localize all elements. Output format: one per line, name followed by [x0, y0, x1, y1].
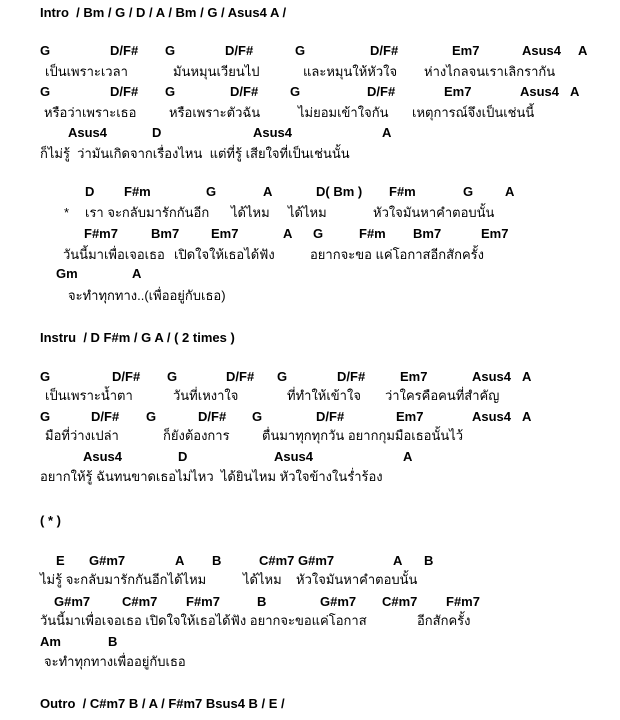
chord-label: D/F# — [226, 369, 255, 384]
chord-label: G — [463, 184, 474, 199]
chord-label: A — [283, 226, 293, 241]
lyric-text: และหมุนให้หัวใจ — [303, 64, 398, 79]
lyric-text: จะทำทุกทาง..(เพื่ออยู่กับเธอ) — [68, 288, 226, 303]
chord-label: G — [290, 84, 301, 99]
outro-line: Outro / C#m7 B / A / F#m7 Bsus4 B / E / — [40, 696, 285, 711]
lyric-text: ไม่ยอมเข้าใจกัน — [298, 105, 389, 120]
lyric-text: วันที่เหงาใจ — [173, 388, 239, 403]
chord-label: A — [505, 184, 515, 199]
chord-label: G — [165, 43, 176, 58]
chord-label: D/F# — [110, 43, 139, 58]
lyric-text: ได้ไหม — [231, 205, 270, 220]
chord-label: Bm7 — [413, 226, 442, 241]
chord-label: D/F# — [370, 43, 399, 58]
lyric-text: ไม่รู้ จะกลับมารักกันอีกได้ไหม — [40, 572, 207, 587]
lyric-text: จะทำทุกทางเพื่ออยู่กับเธอ — [44, 654, 186, 669]
chord-label: G — [165, 84, 176, 99]
chord-label: Em7 — [400, 369, 428, 384]
chord-label: Asus4 — [68, 125, 108, 140]
lyric-text: อยากจะขอ แค่โอกาสอีกสักครั้ง — [310, 247, 484, 262]
chord-label: B — [424, 553, 434, 568]
lyric-text: หรือเพราะตัวฉัน — [169, 105, 261, 120]
chord-label: A — [263, 184, 273, 199]
chord-label: G#m7 — [320, 594, 357, 609]
chord-label: D/F# — [198, 409, 227, 424]
lyric-text: * — [64, 205, 70, 220]
chord-label: Em7 — [211, 226, 239, 241]
chord-label: Em7 — [481, 226, 509, 241]
lyric-text: เปิดใจให้เธอได้ฟัง — [174, 247, 275, 262]
chord-label: D/F# — [91, 409, 120, 424]
chord-label: B — [257, 594, 267, 609]
chord-label: G — [40, 369, 51, 384]
chord-label: G — [167, 369, 178, 384]
lyric-text: มันหมุนเวียนไป — [173, 64, 260, 79]
chord-label: Asus4 — [83, 449, 123, 464]
chord-label: Asus4 — [472, 369, 512, 384]
lyric-text: วันนี้มาเพื่อเจอเธอ เปิดใจให้เธอได้ฟัง อยากจะขอแค่โอกาส — [40, 613, 367, 628]
lyric-text: อยากให้รู้ ฉันทนขาดเธอไม่ไหว ได้ยินไหม หัวใจข้างในร่ำร้อง — [40, 469, 383, 484]
chord-label: A — [175, 553, 185, 568]
chord-label: D/F# — [230, 84, 259, 99]
lyric-text: ตื่นมาทุกทุกวัน อยากกุมมือเธอนั้นไว้ — [262, 428, 464, 443]
chord-label: F#m7 — [186, 594, 220, 609]
chord-label: D — [178, 449, 188, 464]
chord-label: A — [522, 369, 532, 384]
chord-label: E — [56, 553, 65, 568]
chord-label: D — [152, 125, 162, 140]
chord-label: A — [570, 84, 580, 99]
chord-label: G — [146, 409, 157, 424]
chord-label: Asus4 — [522, 43, 562, 58]
intro-line: Intro / Bm / G / D / A / Bm / G / Asus4 A / — [40, 5, 287, 20]
chord-label: D( Bm ) — [316, 184, 363, 199]
chord-label: F#m — [359, 226, 386, 241]
lyric-text: เป็นเพราะน้ำตา — [45, 388, 133, 403]
lyric-text: เหตุการณ์จึงเป็นเช่นนี้ — [412, 105, 535, 120]
chord-label: B — [212, 553, 222, 568]
chord-label: F#m7 — [446, 594, 480, 609]
chord-label: Asus4 — [274, 449, 314, 464]
chord-label: G — [40, 409, 51, 424]
chord-label: D/F# — [112, 369, 141, 384]
chord-label: Asus4 — [472, 409, 512, 424]
chord-label: Em7 — [396, 409, 424, 424]
chord-label: G — [206, 184, 217, 199]
lyric-text: ที่ทำให้เข้าใจ — [287, 388, 361, 403]
chord-label: Em7 — [444, 84, 472, 99]
chord-label: C#m7 G#m7 — [259, 553, 335, 568]
chord-label: G — [40, 43, 51, 58]
chord-label: C#m7 — [382, 594, 418, 609]
chorus-repeat-marker: ( * ) — [40, 513, 61, 528]
lyric-text: ห่างไกลจนเราเลิกรากัน — [424, 64, 556, 79]
chord-label: D/F# — [367, 84, 396, 99]
chord-label: Asus4 — [520, 84, 560, 99]
chord-label: A — [132, 266, 142, 281]
lyric-text: ได้ไหม — [243, 572, 282, 587]
chord-label: C#m7 — [122, 594, 158, 609]
chord-label: A — [522, 409, 532, 424]
chord-label: D/F# — [225, 43, 254, 58]
chord-label: Gm — [56, 266, 78, 281]
chord-label: Asus4 — [253, 125, 293, 140]
lyric-text: หรือว่าเพราะเธอ — [44, 105, 137, 120]
chord-label: F#m — [124, 184, 151, 199]
chord-label: D/F# — [316, 409, 345, 424]
lyric-text: ก็ยังต้องการ — [163, 428, 230, 443]
chord-label: A — [393, 553, 403, 568]
chord-label: F#m — [389, 184, 416, 199]
lyric-text: หัวใจมันหาคำตอบนั้น — [373, 205, 495, 220]
chord-label: G#m7 — [89, 553, 126, 568]
chord-label: A — [403, 449, 413, 464]
chord-label: Am — [40, 634, 61, 649]
lyric-text: ได้ไหม — [288, 205, 327, 220]
chord-label: D/F# — [337, 369, 366, 384]
chord-label: Bm7 — [151, 226, 180, 241]
lyric-text: ว่าใครคือคนที่สำคัญ — [385, 388, 500, 403]
chord-label: F#m7 — [84, 226, 118, 241]
chord-label: G — [313, 226, 324, 241]
chord-label: A — [382, 125, 392, 140]
lyric-text: เรา จะกลับมารักกันอีก — [85, 205, 210, 220]
chord-label: G — [277, 369, 288, 384]
instru-line: Instru / D F#m / G A / ( 2 times ) — [40, 330, 235, 345]
chord-label: D/F# — [110, 84, 139, 99]
lyric-text: หัวใจมันหาคำตอบนั้น — [296, 572, 418, 587]
lyric-text: วันนี้มาเพื่อเจอเธอ — [63, 247, 165, 262]
chord-label: A — [578, 43, 588, 58]
lyric-text: เป็นเพราะเวลา — [45, 64, 128, 79]
chord-label: G — [295, 43, 306, 58]
chord-label: Em7 — [452, 43, 480, 58]
chord-label: G#m7 — [54, 594, 91, 609]
chord-label: B — [108, 634, 118, 649]
chord-label: G — [40, 84, 51, 99]
lyric-text: ก็ไม่รู้ ว่ามันเกิดจากเรื่องไหน แต่ที่รู้ เสียใจที่เป็นเช่นนั้น — [40, 146, 350, 161]
chord-label: D — [85, 184, 95, 199]
lyric-text: มือที่ว่างเปล่า — [45, 428, 119, 443]
lyric-text: อีกสักครั้ง — [417, 613, 471, 628]
chord-label: G — [252, 409, 263, 424]
